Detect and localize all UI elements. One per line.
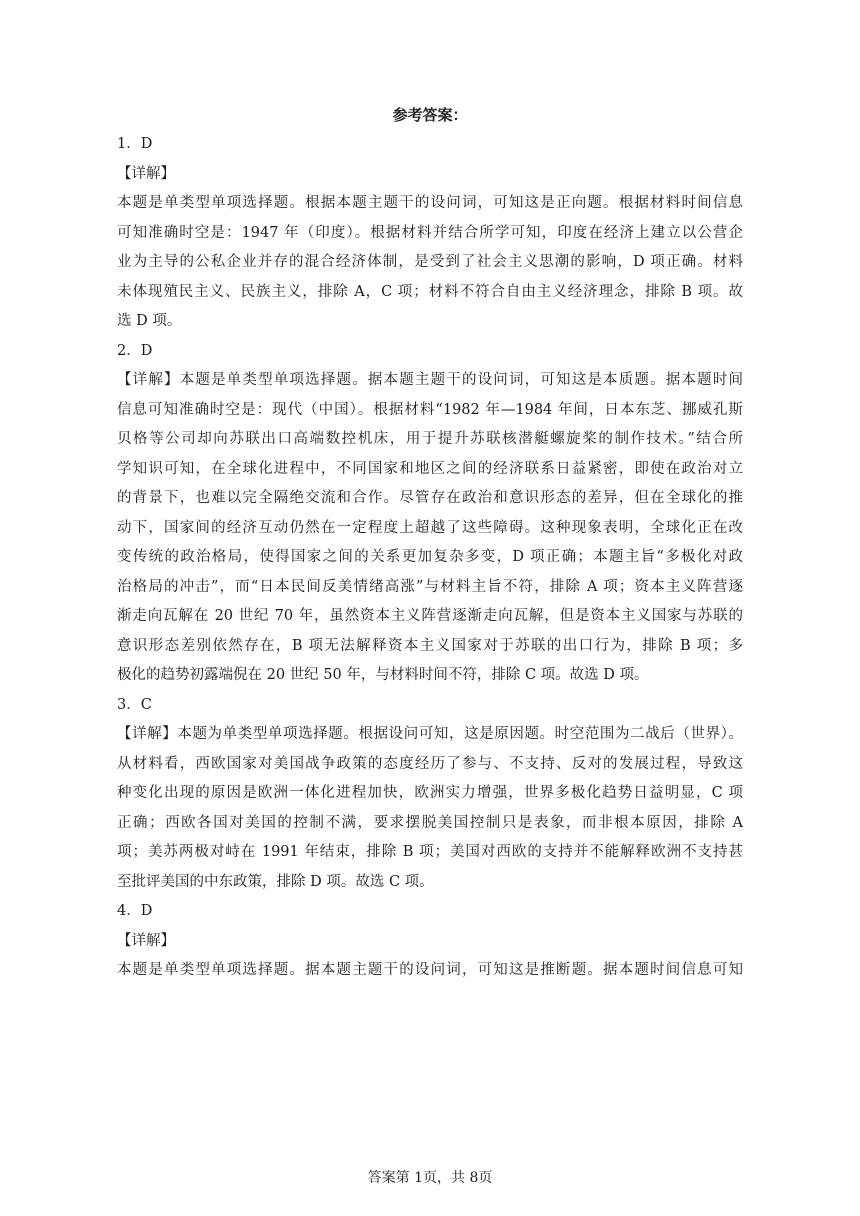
- answer-number: 4．D: [117, 903, 153, 919]
- text-line: 未体现殖民主义、民族主义，排除 A，C 项；材料不符合自由主义经济理念，排除 B 项。故: [117, 283, 743, 300]
- text-line: 贝格等公司却向苏联出口高端数控机床，用于提升苏联核潜艇螺旋桨的制作技术。”结合所: [117, 431, 743, 447]
- text-line: 本题是单类型单项选择题。据本题主题干的设问词，可知这是推断题。据本题时间信息可知: [117, 962, 743, 978]
- answer-number: 2．D: [117, 342, 153, 359]
- text-line: 种变化出现的原因是欧洲一体化进程加快，欧洲实力增强，世界多极化趋势日益明显，C 项: [117, 785, 743, 801]
- text-line: 意识形态差别依然存在，B 项无法解释资本主义国家对于苏联的出口行为，排除 B 项；多: [117, 637, 743, 654]
- text-line: 选 D 项。: [117, 313, 182, 329]
- text-line: 治格局的冲击”，而“日本民间反美情绪高涨”与材料主旨不符，排除 A 项；资本主义阵营逐: [117, 578, 743, 595]
- answer-number: 3．C: [117, 696, 152, 713]
- text-line: 【详解】本题为单类型单项选择题。根据设问可知，这是原因题。时空范围为二战后（世界）。: [117, 726, 743, 742]
- page-title: 参考答案：: [392, 106, 468, 124]
- answer-content: [117, 130, 743, 986]
- text-line: 本题是单类型单项选择题。根据本题主题干的设问词，可知这是正向题。根据材料时间信息: [117, 195, 743, 211]
- detail-heading: 【详解】: [117, 165, 175, 182]
- text-line: 从材料看，西欧国家对美国战争政策的态度经历了参与、不支持、反对的发展过程，导致这: [117, 755, 743, 772]
- text-line: 业为主导的公私企业并存的混合经济体制，是受到了社会主义思潮的影响，D 项正确。材料: [117, 254, 743, 270]
- text-line: 动下，国家间的经济互动仍然在一定程度上超越了这些障碍。这种现象表明，全球化正在改: [117, 519, 743, 536]
- text-line: 可知准确时空是：1947 年（印度）。根据材料并结合所学可知，印度在经济上建立以公营企: [117, 224, 743, 241]
- answer-number: 1．D: [117, 136, 153, 152]
- text-line: 项；美苏两极对峙在 1991 年结束，排除 B 项；美国对西欧的支持并不能解释欧洲不支持甚: [117, 844, 743, 860]
- page-footer: 答案第 1页，共 8页: [367, 1170, 493, 1186]
- text-line: 极化的趋势初露端倪在 20 世纪 50 年，与材料时间不符，排除 C 项。故选 D 项。: [117, 667, 649, 683]
- text-line: 学知识可知，在全球化进程中，不同国家和地区之间的经济联系日益紧密，即使在政治对立: [117, 460, 743, 477]
- text-line: 【详解】本题是单类型单项选择题。据本题主题干的设问词，可知这是本质题。据本题时间: [117, 372, 743, 388]
- text-line: 的背景下，也难以完全隔绝交流和合作。尽管存在政治和意识形态的差异，但在全球化的推: [117, 490, 743, 506]
- text-line: 至批评美国的中东政策，排除 D 项。故选 C 项。: [117, 873, 434, 890]
- detail-heading: 【详解】: [117, 932, 175, 949]
- text-line: 正确；西欧各国对美国的控制不满，要求摆脱美国控制只是表象，而非根本原因，排除 A: [117, 814, 743, 831]
- text-line: 渐走向瓦解在 20 世纪 70 年，虽然资本主义阵营逐渐走向瓦解，但是资本主义国家与苏联的: [117, 608, 743, 624]
- text-line: 变传统的政治格局，使得国家之间的关系更加复杂多变，D 项正确；本题主旨“多极化对政: [117, 549, 743, 565]
- text-line: 信息可知准确时空是：现代（中国）。根据材料“1982 年—1984 年间，日本东芝、挪威孔斯: [117, 401, 743, 418]
